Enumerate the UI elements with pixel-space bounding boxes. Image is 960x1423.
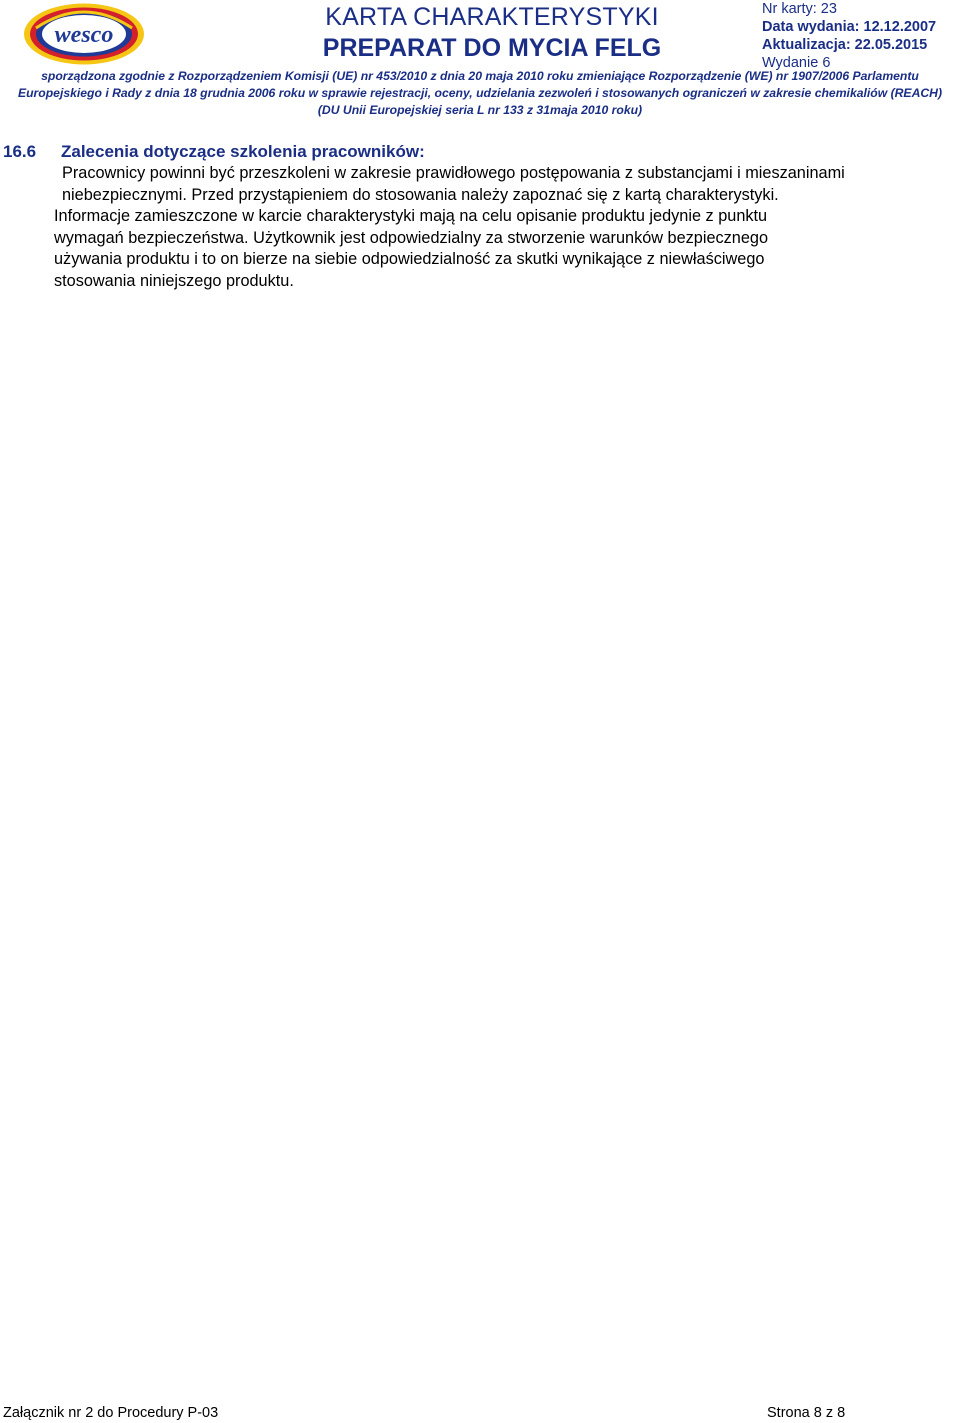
edition: Wydanie 6 xyxy=(762,55,831,71)
issue-date: Data wydania: 12.12.2007 xyxy=(762,19,937,35)
card-number: Nr karty: 23 xyxy=(762,1,837,17)
title-line-2: PREPARAT DO MYCIA FELG xyxy=(322,34,662,62)
wesco-logo xyxy=(22,2,146,66)
document-title xyxy=(262,2,722,64)
section-number: 16.6 xyxy=(3,142,37,161)
regulation-note xyxy=(0,68,960,119)
body-line: Pracownicy powinni być przeszkoleni w zakresie prawidłowego postępowania z substancjami i mieszaninami xyxy=(62,164,845,182)
regulation-line: Europejskiego i Rady z dnia 18 grudnia 2006 roku w sprawie rejestracji, oceny, udzielania zezwoleń i stosowanych ograniczeń w zakresie chemikaliów (REACH) xyxy=(17,86,943,100)
update-date: Aktualizacja: 22.05.2015 xyxy=(762,37,928,53)
body-line: stosowania niniejszego produktu. xyxy=(54,271,294,290)
attachment-label: Załącznik nr 2 do Procedury P-03 xyxy=(3,1405,219,1421)
document-header xyxy=(0,0,960,118)
section-title: Zalecenia dotyczące szkolenia pracowników: xyxy=(61,142,425,161)
regulation-line: sporządzona zgodnie z Rozporządzeniem Komisji (UE) nr 453/2010 z dnia 20 maja 2010 roku zmieniające Rozporządzenie (WE) nr 1907/2006 Parlamentu xyxy=(41,69,919,83)
logo-wordmark: wesco xyxy=(54,22,114,48)
body-line: wymagań bezpieczeństwa. Użytkownik jest odpowiedzialny za stworzenie warunków bezpiecznego xyxy=(54,228,769,247)
body-line: używania produktu i to on bierze na siebie odpowiedzialność za skutki wynikające z niewłaściwego xyxy=(54,250,765,269)
document-meta xyxy=(762,0,936,72)
title-line-1: KARTA CHARAKTERYSTYKI xyxy=(325,3,659,31)
section-body xyxy=(54,163,960,293)
section-heading xyxy=(3,142,425,162)
regulation-line: (DU Unii Europejskiej seria L nr 133 z 31maja 2010 roku) xyxy=(317,103,643,117)
body-line: niebezpiecznymi. Przed przystąpieniem do stosowania należy zapoznać się z kartą charakterystyki. xyxy=(62,185,779,204)
body-line: Informacje zamieszczone w karcie charakterystyki mają na celu opisanie produktu jedynie z punktu xyxy=(54,207,768,226)
page-number: Strona 8 z 8 xyxy=(767,1405,846,1421)
